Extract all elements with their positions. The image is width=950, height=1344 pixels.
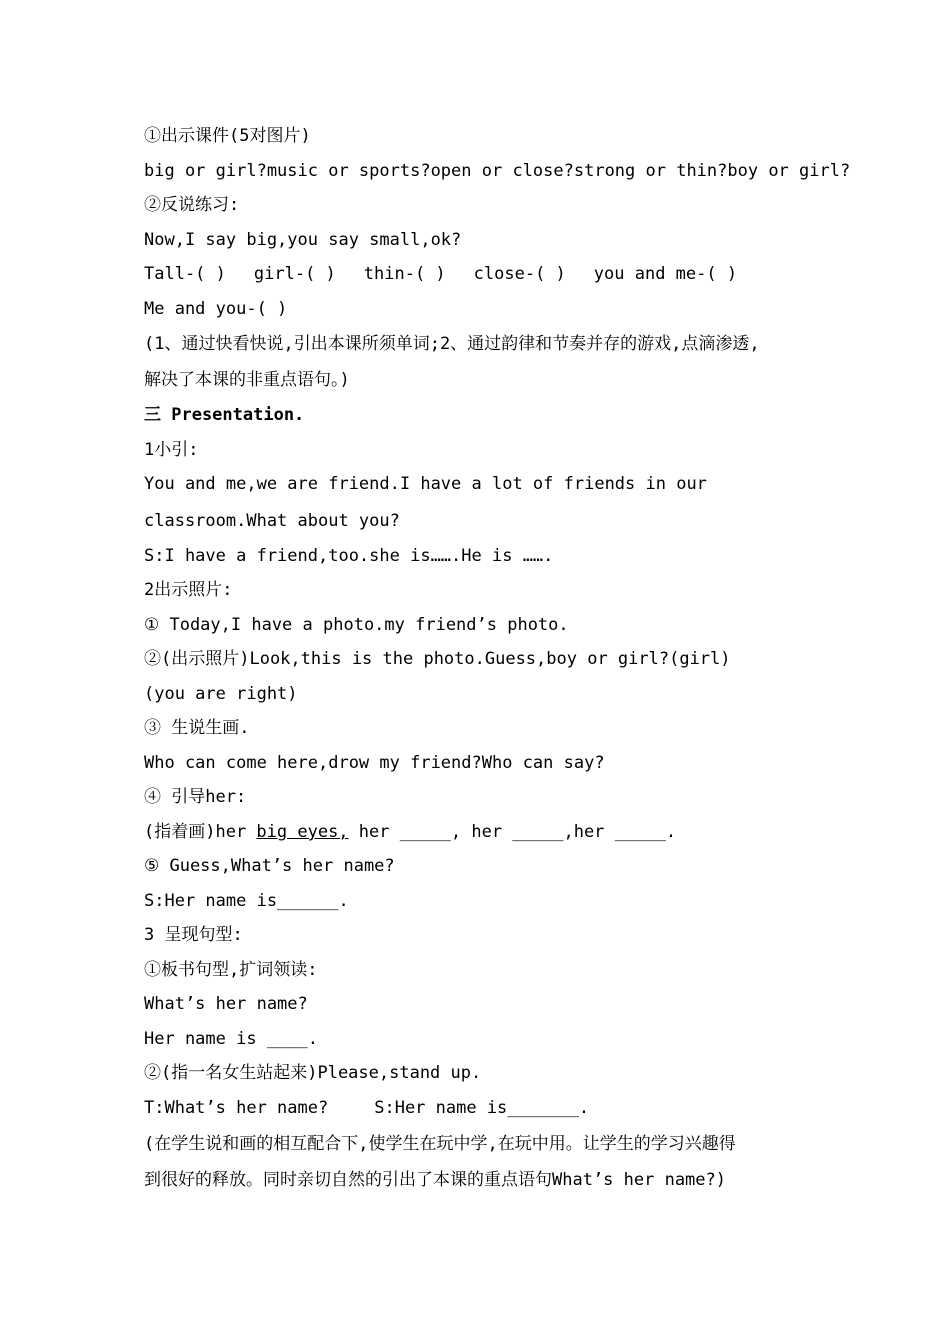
teacher-line-friends-2: classroom.What about you? [144, 511, 400, 531]
photo-line-1: ① Today,I have a photo.my friend’s photo. [144, 615, 569, 635]
guess-name-question: ⑤ Guess,What’s her name? [144, 856, 395, 876]
step-show-photo: 2出示照片: [144, 580, 233, 600]
opposite-exercise-row [144, 263, 737, 285]
draw-prompt: Who can come here,drow my friend?Who can say? [144, 753, 605, 773]
exercise-thin: thin-( ) [363, 264, 446, 284]
section-heading-presentation: 三 Presentation. [144, 405, 305, 425]
stand-up-step: ②(指一名女生站起来)Please,stand up. [144, 1063, 482, 1083]
note-presentation-1: (在学生说和画的相互配合下,使学生在玩中学,在玩中用。让学生的学习兴趣得 [144, 1134, 736, 1154]
guess-name-answer: S:Her name is______. [144, 891, 349, 911]
note-presentation-2: 到很好的释放。同时亲切自然的引出了本课的重点语句What’s her name?) [144, 1170, 726, 1190]
exercise-close: close-( ) [473, 264, 566, 284]
note-warmup-2: 解决了本课的非重点语句。) [144, 370, 350, 390]
her-big-eyes: big eyes, [256, 822, 349, 842]
step-opposite-practice: ②反说练习: [144, 195, 240, 215]
student-answer: S:Her name is_______. [374, 1098, 590, 1118]
photo-line-3: (you are right) [144, 684, 298, 704]
her-prefix: (指着画)her [144, 822, 257, 842]
photo-line-2: ②(出示照片)Look,this is the photo.Guess,boy or girl?(girl) [144, 649, 731, 669]
student-line-friend: S:I have a friend,too.she is…….He is ……. [144, 546, 554, 566]
exercise-me-and-you: Me and you-( ) [144, 299, 288, 319]
step-lead-in: 1小引: [144, 440, 199, 460]
dialogue-line [144, 1097, 589, 1119]
step-show-slides: ①出示课件(5对图片) [144, 126, 311, 146]
teacher-question: T:What’s her name? [144, 1098, 329, 1118]
step-student-draw: ③ 生说生画. [144, 718, 250, 738]
pattern-board-step: ①板书句型,扩词领读: [144, 960, 318, 980]
step-present-pattern: 3 呈现句型: [144, 925, 243, 945]
step-guide-her: ④ 引导her: [144, 787, 247, 807]
picture-pairs-line: big or girl?music or sports?open or close?strong or thin?boy or girl? [144, 161, 851, 181]
her-blanks: her _____, her _____,her _____. [348, 822, 677, 842]
pattern-question: What’s her name? [144, 994, 308, 1014]
note-warmup-1: (1、通过快看快说,引出本课所须单词;2、通过韵律和节奏并存的游戏,点滴渗透, [144, 334, 760, 354]
pattern-answer: Her name is ____. [144, 1029, 318, 1049]
teacher-line-friends-1: You and me,we are friend.I have a lot of friends in our [144, 474, 707, 494]
exercise-tall: Tall-( ) [144, 264, 226, 284]
opposite-instruction: Now,I say big,you say small,ok? [144, 230, 462, 250]
her-features-line [144, 821, 676, 843]
exercise-girl: girl-( ) [253, 264, 336, 284]
exercise-you-and-me: you and me-( ) [593, 264, 738, 284]
